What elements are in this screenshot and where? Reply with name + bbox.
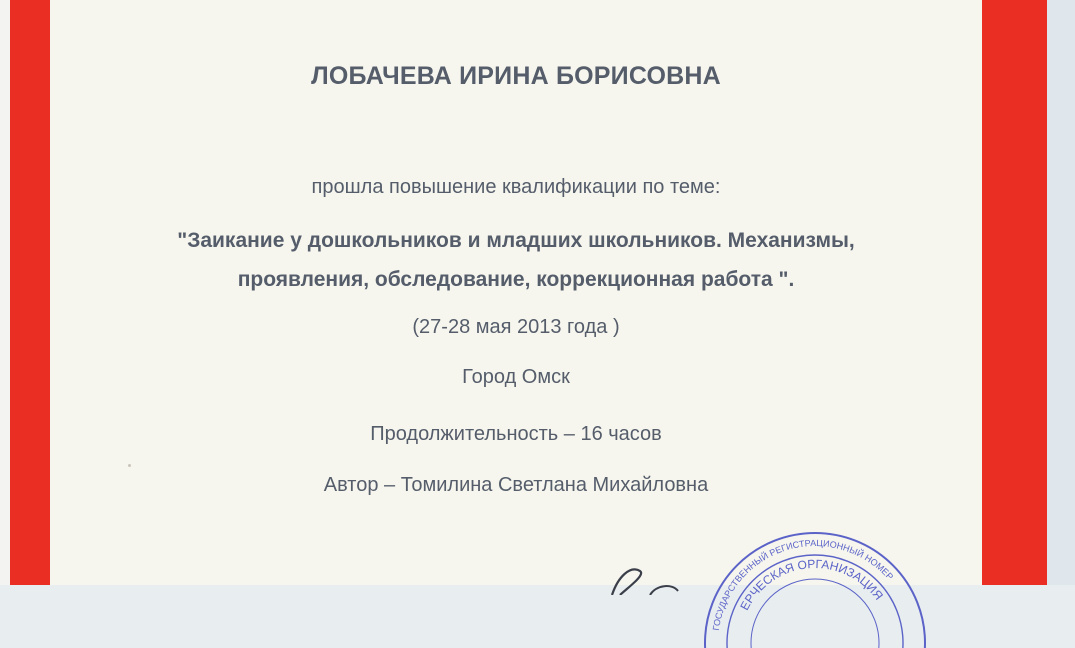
svg-text:ГОСУДАРСТВЕННЫЙ РЕГИСТРАЦИОННЫ: ГОСУДАРСТВЕННЫЙ РЕГИСТРАЦИОННЫЙ НОМЕР: [710, 537, 896, 632]
signature-icon: [560, 555, 700, 595]
scan-right-edge: [1047, 0, 1075, 585]
topic-line-2: проявления, обследование, коррекционная работа ".: [237, 268, 795, 291]
course-dates: (27-28 мая 2013 года ): [412, 316, 620, 338]
course-author: Автор – Томилина Светлана Михайловна: [323, 474, 709, 496]
paper-speck: [128, 464, 131, 467]
scan-left-edge: [0, 0, 10, 585]
stamp-seal-icon: [690, 518, 940, 648]
certificate-red-border: [10, 0, 1047, 632]
topic-line-1: "Заикание у дошкольников и младших школьников. Механизмы,: [177, 229, 855, 252]
svg-text:ЕРЧЕСКАЯ ОРГАНИЗАЦИЯ: ЕРЧЕСКАЯ ОРГАНИЗАЦИЯ: [737, 556, 886, 613]
recipient-name: ЛОБАЧЕВА ИРИНА БОРИСОВНА: [311, 62, 721, 90]
intro-text: прошла повышение квалификации по теме:: [311, 176, 721, 198]
course-duration: Продолжительность – 16 часов: [370, 423, 662, 445]
certificate-paper: [50, 0, 982, 632]
course-city: Город Омск: [462, 366, 570, 388]
